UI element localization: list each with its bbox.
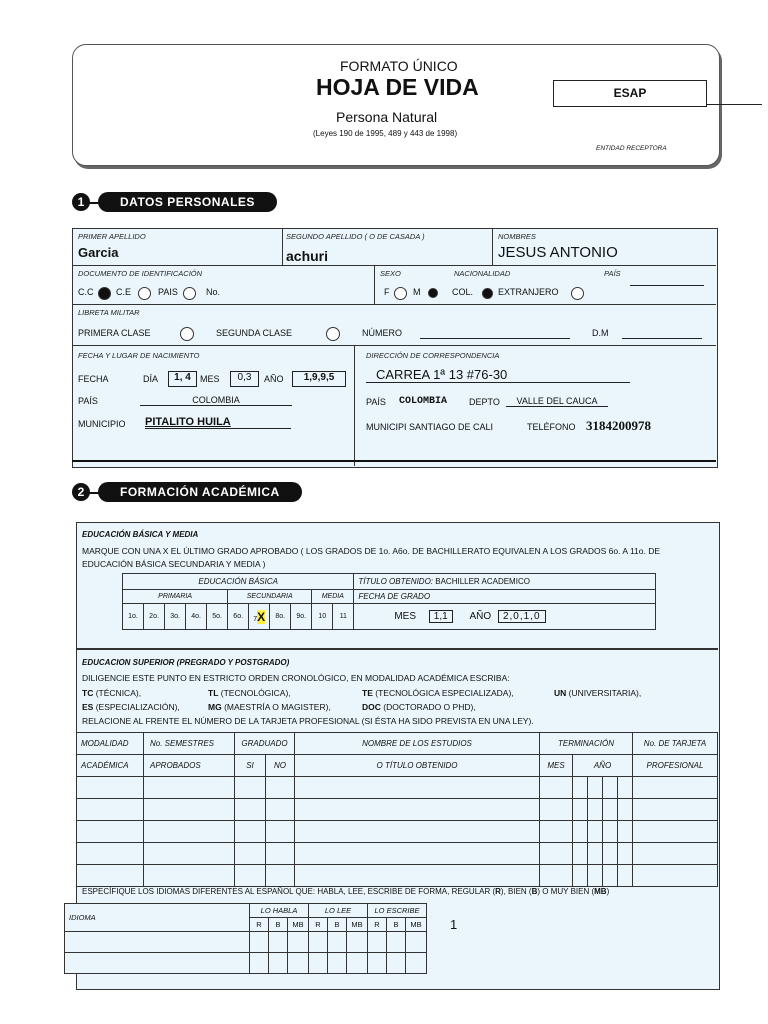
basica-instructions: MARQUE CON UNA X EL ÚLTIMO GRADO APROBADO ( LOS GRADOS DE 1o. A6o. DE BACHILLERATO EQUIVALEN A LOS GRADOS 6o. A 11o. DE EDUCACIÓN BÁSICA SECUNDARIA Y MEDIA ) xyxy=(82,546,661,569)
nac-ext-radio[interactable] xyxy=(571,287,584,300)
segunda-clase-label: SEGUNDA CLASE xyxy=(216,328,293,338)
grade-7-label: 7 xyxy=(253,615,258,623)
municipio-label: MUNICIPIO xyxy=(78,419,126,429)
pais-dir-field[interactable]: COLOMBIA xyxy=(399,396,448,407)
col-nombre: NOMBRE DE LOS ESTUDIOS xyxy=(295,733,540,755)
grade-2[interactable]: 2o. xyxy=(144,604,165,630)
pais-label: PAÍS xyxy=(604,269,621,278)
doc-ce-label: C.E xyxy=(116,287,132,297)
lee-r: R xyxy=(309,918,328,932)
page-subtitle: Persona Natural xyxy=(336,109,438,125)
table-row[interactable] xyxy=(65,953,427,974)
dm-field[interactable] xyxy=(622,338,702,339)
nacionalidad-label: NACIONALIDAD xyxy=(454,269,511,278)
numero-field[interactable] xyxy=(420,338,570,339)
sexo-f-radio[interactable] xyxy=(394,287,407,300)
nac-col-radio[interactable] xyxy=(482,288,493,299)
doc-pais-radio[interactable] xyxy=(183,287,196,300)
pais-field[interactable] xyxy=(630,285,704,286)
mes-field[interactable]: 0,3 xyxy=(230,371,259,387)
col-no: NO xyxy=(266,755,295,777)
media-header: MEDIA xyxy=(312,590,354,604)
grade-5[interactable]: 5o. xyxy=(207,604,228,630)
modalidad-mg: MG (MAESTRÍA O MAGISTER), xyxy=(208,702,331,712)
pais-dir-label: PAÍS xyxy=(366,397,386,407)
grado-mes-label: MES xyxy=(394,611,417,622)
libreta-label: LIBRETA MILITAR xyxy=(78,308,140,317)
dm-label: D.M xyxy=(592,328,609,338)
superior-table xyxy=(76,732,718,887)
page-number: 1 xyxy=(450,917,458,932)
col-modalidad-2: ACADÉMICA xyxy=(77,755,144,777)
section-1-title: DATOS PERSONALES xyxy=(98,192,277,212)
municipio-dir-field[interactable]: MUNICIPI SANTIAGO DE CALI xyxy=(366,422,494,432)
grado-ano-label: AÑO xyxy=(469,611,492,622)
nac-ext-label: EXTRANJERO xyxy=(498,287,559,297)
numero-label: NÚMERO xyxy=(362,328,402,338)
escribe-b: B xyxy=(387,918,406,932)
table-row[interactable] xyxy=(77,799,718,821)
depto-field[interactable]: VALLE DEL CAUCA xyxy=(506,396,608,407)
modalidad-tc: TC (TÉCNICA), xyxy=(82,688,142,698)
grade-11[interactable]: 11 xyxy=(333,604,354,630)
basica-grid xyxy=(122,573,656,630)
titulo-field[interactable]: BACHILLER ACADEMICO xyxy=(435,577,530,586)
col-terminacion: TERMINACIÓN xyxy=(540,733,633,755)
habla-b: B xyxy=(269,918,288,932)
superior-title: EDUCACION SUPERIOR (PREGRADO Y POSTGRADO) xyxy=(82,658,290,667)
col-semestres-2: APROBADOS xyxy=(144,755,235,777)
idiomas-table xyxy=(64,903,427,974)
mes-label: MES xyxy=(200,374,220,384)
lee-mb: MB xyxy=(347,918,368,932)
grade-1[interactable]: 1o. xyxy=(123,604,144,630)
secundaria-header: SECUNDARIA xyxy=(228,590,312,604)
col-mes: MES xyxy=(540,755,573,777)
doc-pais-label: PAIS xyxy=(158,287,178,297)
primera-clase-radio[interactable] xyxy=(180,327,194,341)
grade-7-mark: X xyxy=(257,609,266,624)
doc-cc-radio[interactable] xyxy=(98,287,111,300)
col-semestres: No. SEMESTRES xyxy=(144,733,235,755)
section-2-title: FORMACIÓN ACADÉMICA xyxy=(98,482,302,502)
nombres-field[interactable]: JESUS ANTONIO xyxy=(498,244,618,261)
col-nombre-2: O TÍTULO OBTENIDO xyxy=(295,755,540,777)
dia-field[interactable]: 1, 4 xyxy=(168,371,197,387)
lee-b: B xyxy=(328,918,347,932)
sexo-m-radio[interactable] xyxy=(428,288,438,298)
primaria-header: PRIMARIA xyxy=(123,590,228,604)
entity-box: ESAP xyxy=(553,80,707,107)
direccion-field[interactable]: CARREA 1ª 13 #76-30 xyxy=(366,367,630,383)
edu-basica-header: EDUCACIÓN BÁSICA xyxy=(123,574,354,590)
escribe-mb: MB xyxy=(406,918,427,932)
table-row[interactable] xyxy=(77,843,718,865)
col-tarjeta: No. DE TARJETA xyxy=(633,733,718,755)
modalidad-doc: DOC (DOCTORADO O PHD), xyxy=(362,702,476,712)
pais-nac-label: PAÍS xyxy=(78,396,98,406)
telefono-label: TELÉFONO xyxy=(527,422,576,432)
modalidad-tl: TL (TECNOLÓGICA), xyxy=(208,688,291,698)
escribe-r: R xyxy=(368,918,387,932)
habla-r: R xyxy=(250,918,269,932)
entity-label: ENTIDAD RECEPTORA xyxy=(596,145,667,152)
grade-4[interactable]: 4o. xyxy=(186,604,207,630)
idiomas-instructions: ESPECÍFIQUE LOS IDIOMAS DIFERENTES AL ESPAÑOL QUE: HABLA, LEE, ESCRIBE DE FORMA, REGULAR (R), BIEN (B) O MUY BIEN (MB) xyxy=(82,887,610,896)
habla-mb: MB xyxy=(288,918,309,932)
col-graduado: GRADUADO xyxy=(235,733,295,755)
idioma-label: IDIOMA xyxy=(65,904,250,932)
grade-10[interactable]: 10 xyxy=(312,604,333,630)
col-si: SI xyxy=(235,755,266,777)
section-2-number: 2 xyxy=(72,483,90,501)
grado-ano-field[interactable]: 2,0,1,0 xyxy=(498,610,546,623)
telefono-field[interactable]: 3184200978 xyxy=(586,418,651,433)
nacimiento-label: FECHA Y LUGAR DE NACIMIENTO xyxy=(78,351,200,360)
table-row[interactable] xyxy=(77,777,718,799)
municipio-field[interactable]: PITALITO HUILA xyxy=(145,416,291,429)
nombres-label: NOMBRES xyxy=(498,232,536,241)
modalidad-un: UN (UNIVERSITARIA), xyxy=(554,688,642,698)
doc-cc-label: C.C xyxy=(78,287,94,297)
primer-apellido-label: PRIMER APELLIDO xyxy=(78,232,146,241)
basica-title: EDUCACIÓN BÁSICA Y MEDIA xyxy=(82,530,199,539)
nac-col-label: COL. xyxy=(452,287,474,297)
sexo-f-label: F xyxy=(384,287,390,297)
col-ano: AÑO xyxy=(573,755,633,777)
entity-line xyxy=(706,104,762,105)
direccion-label: DIRECCIÓN DE CORRESPONDENCIA xyxy=(366,351,500,360)
doc-no-label: No. xyxy=(206,287,221,297)
lo-escribe-header: LO ESCRIBE xyxy=(368,904,427,918)
fecha-label: FECHA xyxy=(78,374,109,384)
titulo-label: TÍTULO OBTENIDO: xyxy=(358,577,434,586)
ano-field[interactable]: 1,9,9,5 xyxy=(292,371,346,387)
primera-clase-label: PRIMERA CLASE xyxy=(78,328,151,338)
ano-label: AÑO xyxy=(264,374,284,384)
section-1-number: 1 xyxy=(72,193,90,211)
segundo-apellido-label: SEGUNDO APELLIDO ( O DE CASADA ) xyxy=(286,232,425,241)
page-title: HOJA DE VIDA xyxy=(316,74,479,100)
table-row[interactable] xyxy=(77,865,718,887)
documento-label: DOCUMENTO DE IDENTIFICACIÓN xyxy=(78,269,203,278)
grade-7[interactable] xyxy=(249,604,270,630)
relacione-text: RELACIONE AL FRENTE EL NÚMERO DE LA TARJETA PROFESIONAL (SI ÉSTA HA SIDO PREVISTA EN UNA LEY). xyxy=(82,716,534,726)
format-label: FORMATO ÚNICO xyxy=(340,58,458,74)
segunda-clase-radio[interactable] xyxy=(326,327,340,341)
lo-lee-header: LO LEE xyxy=(309,904,368,918)
sexo-label: SEXO xyxy=(380,269,401,278)
segundo-apellido-field[interactable]: achuri xyxy=(286,248,329,264)
dia-label: DÍA xyxy=(143,374,159,384)
depto-label: DEPTO xyxy=(469,397,500,407)
sexo-m-label: M xyxy=(413,287,421,297)
col-tarjeta-2: PROFESIONAL xyxy=(633,755,718,777)
doc-ce-radio[interactable] xyxy=(138,287,151,300)
table-row[interactable] xyxy=(65,932,427,953)
grade-3[interactable]: 3o. xyxy=(165,604,186,630)
superior-instructions: DILIGENCIE ESTE PUNTO EN ESTRICTO ORDEN CRONOLÓGICO, EN MODALIDAD ACADÉMICA ESCRIBA: xyxy=(82,673,510,683)
grade-9[interactable]: 9o. xyxy=(291,604,312,630)
modalidad-es: ES (ESPECIALIZACIÓN), xyxy=(82,702,180,712)
lo-habla-header: LO HABLA xyxy=(250,904,309,918)
modalidad-te: TE (TECNOLÓGICA ESPECIALIZADA), xyxy=(362,688,514,698)
primer-apellido-field[interactable]: Garcia xyxy=(78,245,119,260)
table-row[interactable] xyxy=(77,821,718,843)
grado-mes-field[interactable]: 1,1 xyxy=(429,610,453,623)
grade-6[interactable]: 6o. xyxy=(228,604,249,630)
pais-nac-field[interactable]: COLOMBIA xyxy=(140,395,292,406)
laws-text: (Leyes 190 de 1995, 489 y 443 de 1998) xyxy=(313,129,458,138)
grade-8[interactable]: 8o. xyxy=(270,604,291,630)
fecha-grado-label: FECHA DE GRADO xyxy=(354,590,656,604)
col-modalidad: MODALIDAD xyxy=(77,733,144,755)
